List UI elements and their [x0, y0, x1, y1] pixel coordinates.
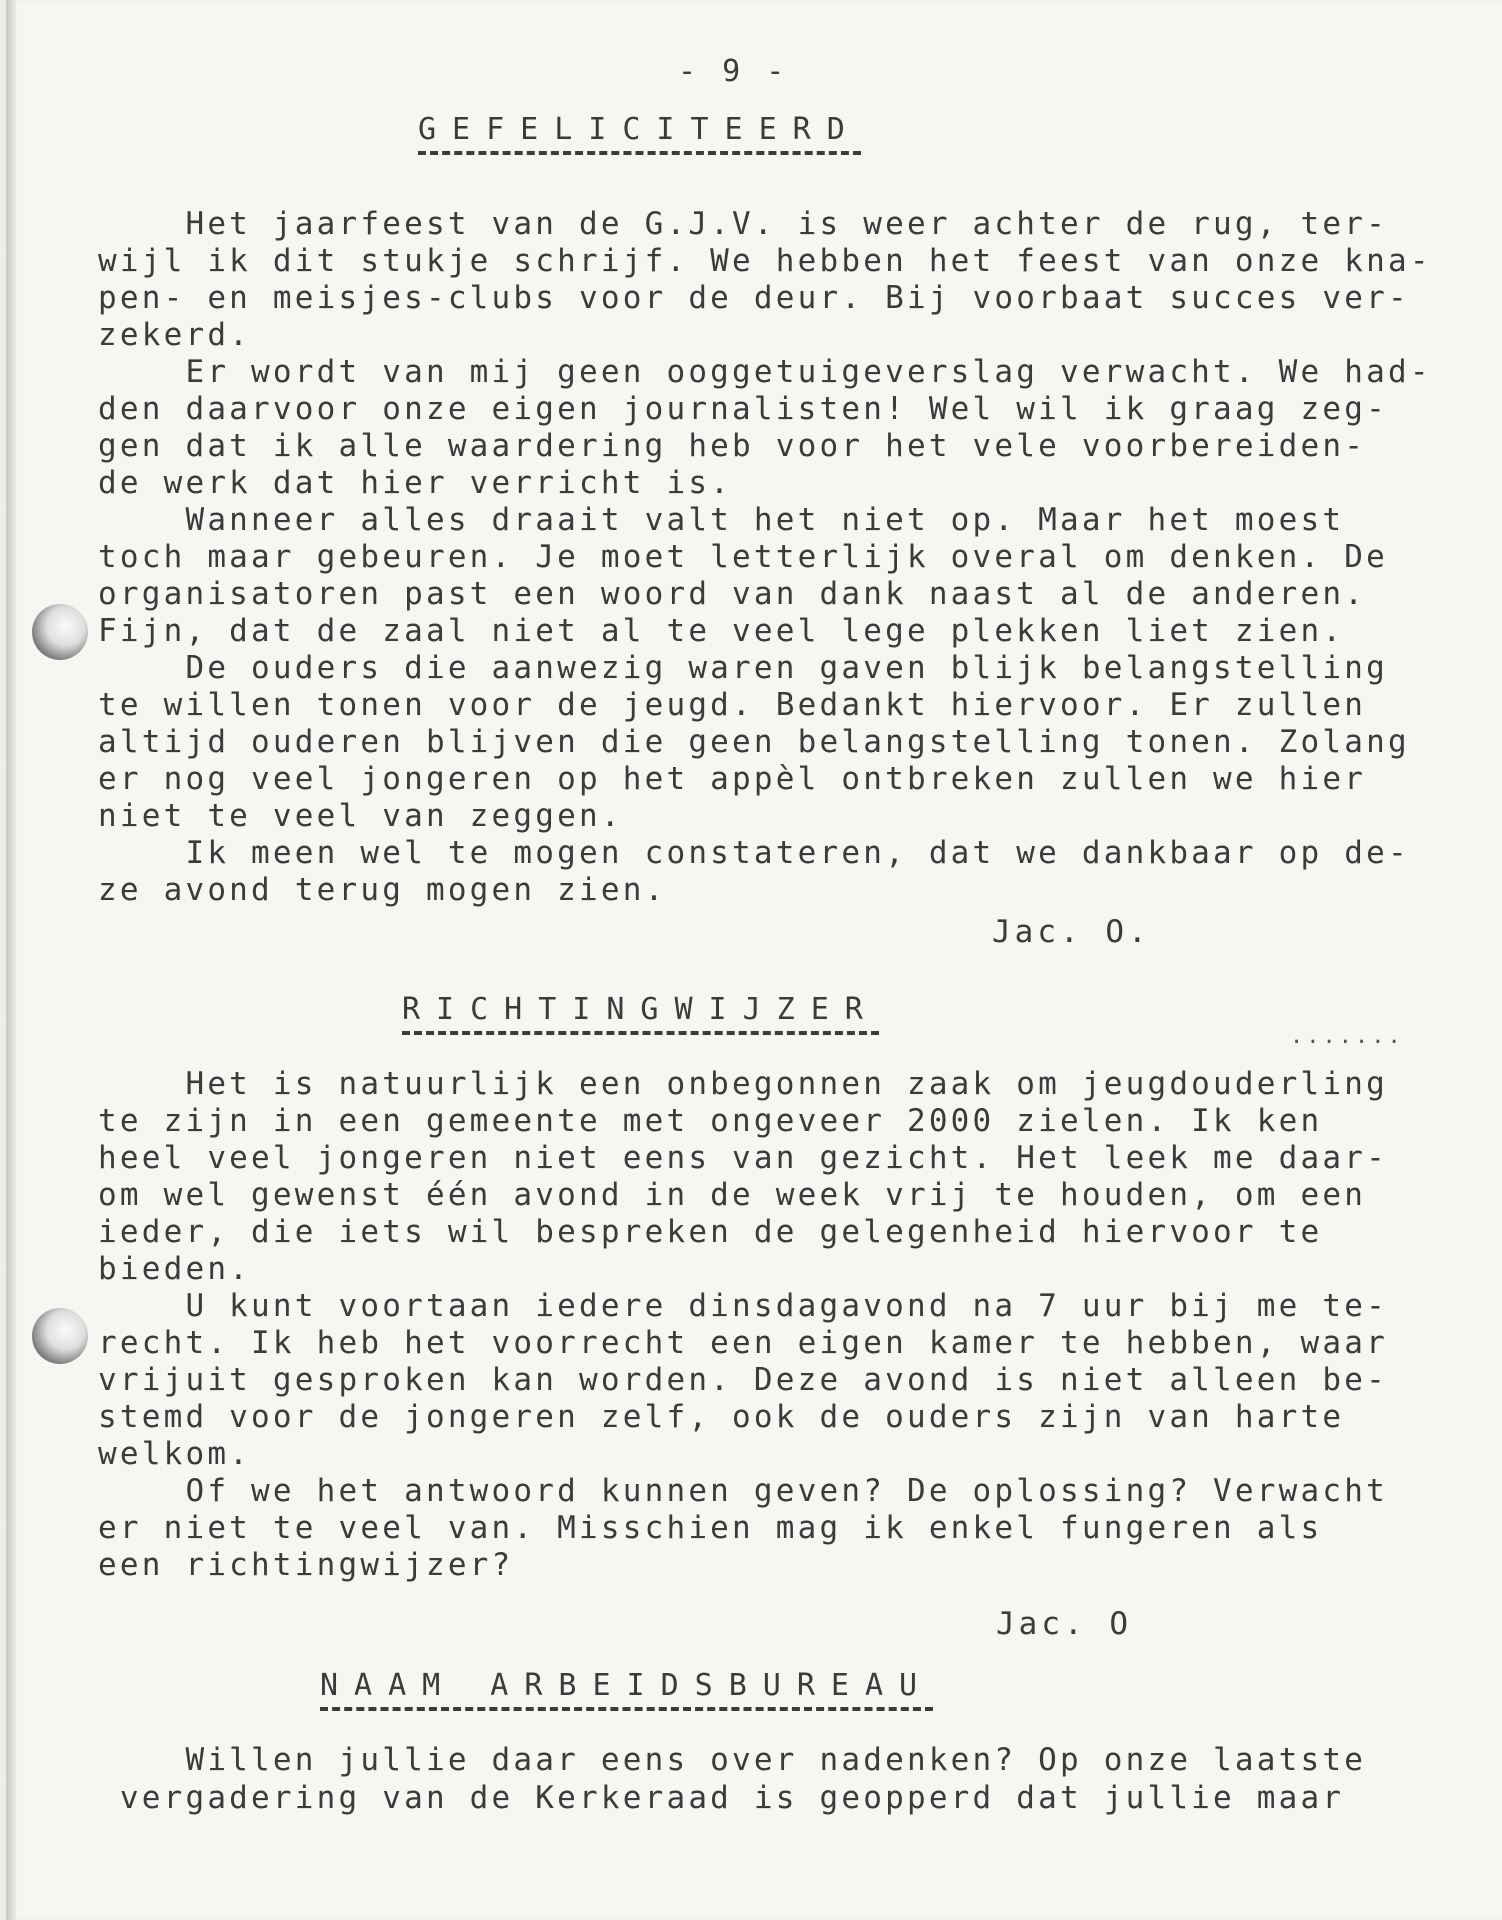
paragraph-line: er nog veel jongeren op het appèl ontbreken zullen we hier	[98, 761, 1367, 797]
document-page	[6, 0, 1502, 1920]
paragraph-line: Ik meen wel te mogen constateren, dat we dankbaar op de-	[98, 835, 1410, 871]
dotted-mark: .......	[1290, 1024, 1404, 1049]
paragraph-line: heel veel jongeren niet eens van gezicht. Het leek me daar-	[98, 1140, 1388, 1176]
paragraph-line: Er wordt van mij geen ooggetuigeverslag verwacht. We had-	[98, 354, 1432, 390]
signature: Jac. O	[996, 1606, 1132, 1642]
paragraph-line: toch maar gebeuren. Je moet letterlijk overal om denken. De	[98, 539, 1388, 575]
section-heading-gefeliciteerd: GEFELICITEERD	[418, 112, 861, 155]
paragraph-line: zekerd.	[98, 317, 252, 353]
paragraph-line: bieden.	[98, 1251, 252, 1287]
paragraph-line: Of we het antwoord kunnen geven? De oplossing? Verwacht	[98, 1473, 1388, 1509]
paragraph-line: Het is natuurlijk een onbegonnen zaak om jeugdouderling	[98, 1066, 1388, 1102]
paragraph-line: Willen jullie daar eens over nadenken? Op onze laatste	[98, 1742, 1367, 1778]
paragraph-line: Fijn, dat de zaal niet al te veel lege plekken liet zien.	[98, 613, 1345, 649]
paragraph-line: U kunt voortaan iedere dinsdagavond na 7 uur bij me te-	[98, 1288, 1388, 1324]
paragraph-line: ze avond terug mogen zien.	[98, 872, 667, 908]
paragraph-line: stemd voor de jongeren zelf, ook de ouders zijn van harte	[98, 1399, 1345, 1435]
paragraph-line: te zijn in een gemeente met ongeveer 2000 zielen. Ik ken	[98, 1103, 1323, 1139]
paragraph-line: De ouders die aanwezig waren gaven blijk belangstelling	[98, 650, 1388, 686]
punch-hole	[32, 1308, 88, 1364]
paragraph-line: welkom.	[98, 1436, 252, 1472]
paragraph-line: den daarvoor onze eigen journalisten! Wel wil ik graag zeg-	[98, 391, 1388, 427]
paragraph-line: ieder, die iets wil bespreken de gelegenheid hiervoor te	[98, 1214, 1323, 1250]
section-heading-richtingwijzer: RICHTINGWIJZER	[402, 992, 879, 1035]
paragraph-line: pen- en meisjes-clubs voor de deur. Bij voorbaat succes ver-	[98, 280, 1410, 316]
paragraph-line: Het jaarfeest van de G.J.V. is weer achter de rug, ter-	[98, 206, 1388, 242]
paragraph-line: vergadering van de Kerkeraad is geopperd dat jullie maar	[98, 1780, 1345, 1816]
paragraph-line: een richtingwijzer?	[98, 1547, 514, 1583]
paragraph-line: niet te veel van zeggen.	[98, 798, 623, 834]
paragraph-line: altijd ouderen blijven die geen belangstelling tonen. Zolang	[98, 724, 1410, 760]
section-heading-naam-arbeidsbureau: NAAM ARBEIDSBUREAU	[320, 1668, 933, 1711]
punch-hole	[32, 604, 88, 660]
paragraph-line: er niet te veel van. Misschien mag ik enkel fungeren als	[98, 1510, 1323, 1546]
paragraph-line: gen dat ik alle waardering heb voor het vele voorbereiden-	[98, 428, 1367, 464]
paragraph-line: recht. Ik heb het voorrecht een eigen kamer te hebben, waar	[98, 1325, 1388, 1361]
paragraph-line: Wanneer alles draait valt het niet op. Maar het moest	[98, 502, 1345, 538]
paragraph-line: te willen tonen voor de jeugd. Bedankt hiervoor. Er zullen	[98, 687, 1367, 723]
paragraph-line: de werk dat hier verricht is.	[98, 465, 733, 501]
paragraph-line: wijl ik dit stukje schrijf. We hebben het feest van onze kna-	[98, 243, 1432, 279]
paragraph-line: organisatoren past een woord van dank naast al de anderen.	[98, 576, 1367, 612]
signature: Jac. O.	[992, 914, 1151, 950]
binder-edge	[6, 0, 16, 1920]
paragraph-line: vrijuit gesproken kan worden. Deze avond is niet alleen be-	[98, 1362, 1388, 1398]
paragraph-line: om wel gewenst één avond in de week vrij te houden, om een	[98, 1177, 1367, 1213]
page-number: - 9 -	[678, 54, 789, 89]
